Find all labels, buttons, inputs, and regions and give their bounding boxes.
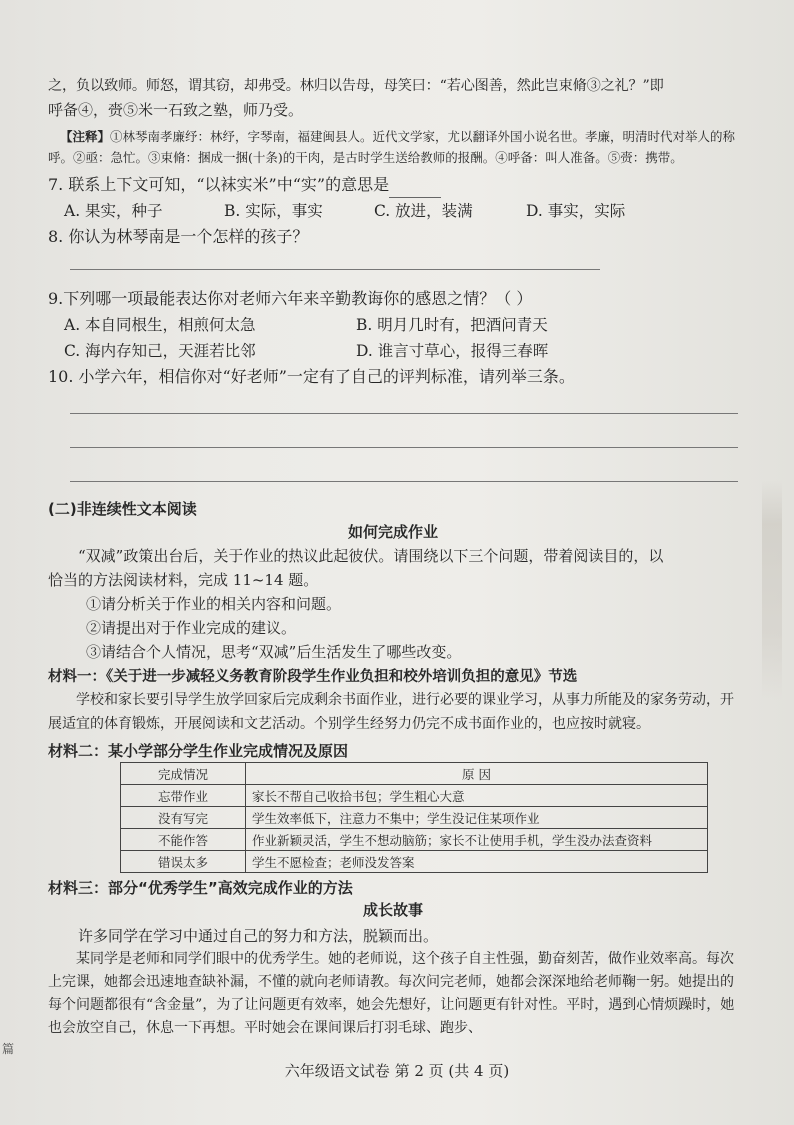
- note-label: 【注释】: [60, 129, 111, 144]
- table-cell-reason: 学生效率低下，注意力不集中；学生没记住某项作业: [246, 807, 708, 829]
- material-2: [48, 740, 738, 873]
- passage-notes: [48, 126, 738, 168]
- question-8: [48, 224, 738, 270]
- page-smudge: [762, 480, 782, 700]
- table-row: [121, 829, 708, 851]
- q9-option-d[interactable]: D. 谁言寸草心，报得三春晖: [356, 342, 549, 360]
- q9-option-c[interactable]: C. 海内存知己，天涯若比邻: [64, 342, 256, 360]
- question-9: [48, 286, 738, 364]
- q7-stem-text: 7. 联系上下文可知，“以袜实米”中“实”的意思是: [48, 175, 390, 194]
- q7-option-c[interactable]: C. 放进，装满: [374, 202, 473, 220]
- page-footer: 六年级语文试卷 第 2 页 (共 4 页): [284, 1062, 510, 1080]
- task-1: ①请分析关于作业的相关内容和问题。: [86, 595, 342, 613]
- homework-table: [120, 762, 708, 873]
- q10-answer-line-2[interactable]: [70, 446, 738, 448]
- note-text: ①林琴南孝廉纾：林纾，字琴南，福建闽县人。近代文学家，尤以翻译外国小说名世。孝廉，明清时代对举人的称呼。②亟：急忙。③束脩：捆成一捆(十条)的干肉，是古时学生送给教师的报酬。④呼备：叫人准备。⑤赍：携带。: [48, 129, 736, 165]
- material-2-title: 材料二：某小学部分学生作业完成情况及原因: [48, 742, 349, 760]
- q7-option-d[interactable]: D. 事实，实际: [526, 202, 626, 220]
- material-1-text: 学校和家长要引导学生放学回家后完成剩余书面作业，进行必要的课业学习，从事力所能及的家务劳动，开展适宜的体育锻炼，开展阅读和文艺活动。个别学生经努力仍完不成书面作业的，也应按时就寝。: [48, 692, 734, 732]
- q10-stem: 10. 小学六年，相信你对“好老师”一定有了自己的评判标准，请列举三条。: [48, 367, 575, 386]
- task-3: ③请结合个人情况，思考“双减”后生活发生了哪些改变。: [86, 643, 462, 661]
- material-3: [48, 877, 738, 1040]
- table-row: [121, 807, 708, 829]
- question-10: [48, 364, 738, 482]
- q8-answer-line[interactable]: [70, 268, 600, 270]
- table-row: [121, 851, 708, 873]
- q9-stem: 9.下列哪一项最能表达你对老师六年来辛勤教诲你的感恩之情？（ ）: [48, 289, 533, 308]
- task-2: ②请提出对于作业完成的建议。: [86, 619, 297, 637]
- material-3-subtitle: 成长故事: [362, 901, 423, 919]
- section-2-intro-a: “双减”政策出台后，关于作业的热议此起彼伏。请围绕以下三个问题，带着阅读目的，以: [78, 547, 664, 565]
- material-3-para-1: 许多同学在学习中通过自己的努力和方法，脱颖而出。: [78, 927, 439, 945]
- q8-stem: 8. 你认为林琴南是一个怎样的孩子？: [48, 227, 309, 246]
- table-row: [121, 785, 708, 807]
- section-2-title: 如何完成作业: [347, 523, 438, 541]
- q9-options-row-1: [48, 312, 738, 338]
- passage-line-1: 之，负以致师。师怒，谓其窃，却弗受。林归以告母，母笑曰：“若心图善，然此岂束脩③之礼？”即: [48, 78, 664, 94]
- passage-line-2: 呼备④，赍⑤米一石致之塾，师乃受。: [48, 101, 304, 119]
- section-2-intro-b: 恰当的方法阅读材料，完成 11~14 题。: [48, 571, 319, 589]
- table-cell-reason: 作业新颖灵活，学生不想动脑筋；家长不让使用手机，学生没办法查资料: [246, 829, 708, 851]
- q7-stem: [48, 172, 738, 198]
- table-cell-status: 忘带作业: [121, 785, 246, 807]
- margin-mark: 篇: [2, 1042, 15, 1056]
- q7-option-a[interactable]: A. 果实，种子: [64, 202, 163, 220]
- table-header-reason: 原 因: [246, 763, 708, 785]
- table-header-status: 完成情况: [121, 763, 246, 785]
- table-cell-reason: 学生不愿检查；老师没发答案: [246, 851, 708, 873]
- section-2-tasks: [48, 592, 738, 664]
- material-3-title: 材料三：部分“优秀学生”高效完成作业的方法: [48, 879, 353, 897]
- q7-option-b[interactable]: B. 实际，事实: [224, 202, 323, 220]
- q9-option-b[interactable]: B. 明月几时有，把酒问青天: [356, 316, 548, 334]
- table-cell-status: 没有写完: [121, 807, 246, 829]
- material-1-title: 材料一：《关于进一步减轻义务教育阶段学生作业负担和校外培训负担的意见》节选: [48, 669, 578, 685]
- section-2-heading: (二)非连续性文本阅读: [48, 500, 197, 518]
- section-2: [48, 498, 738, 664]
- material-3-para-2: 某同学是老师和同学们眼中的优秀学生。她的老师说，这个孩子自主性强，勤奋刻苦，做作业效率高。每次上完课，她都会迅速地查缺补漏，不懂的就向老师请教。每次问完老师，她都会深深地给老师鞠一躬。她提出的每个问题都很有“含金量”，为了让问题更有效率，她会先想好，让问题更有针对性。平时，遇到心情烦躁时，她也会放空自己，休息一下再想。平时她会在课间课后打羽毛球、跑步、: [48, 951, 735, 1036]
- q7-answer-blank[interactable]: [389, 181, 441, 198]
- q10-answer-line-3[interactable]: [70, 480, 738, 482]
- table-cell-status: 错误太多: [121, 851, 246, 873]
- question-7: [48, 172, 738, 224]
- table-cell-status: 不能作答: [121, 829, 246, 851]
- q9-option-a[interactable]: A. 本自同根生，相煎何太急: [64, 316, 256, 334]
- page-content: [48, 74, 738, 1040]
- q10-answer-line-1[interactable]: [70, 412, 738, 414]
- q9-options-row-2: [48, 338, 738, 364]
- q7-options: [48, 198, 738, 224]
- table-cell-reason: 家长不帮自己收拾书包；学生粗心大意: [246, 785, 708, 807]
- table-header-row: [121, 763, 708, 785]
- material-1: [48, 666, 738, 736]
